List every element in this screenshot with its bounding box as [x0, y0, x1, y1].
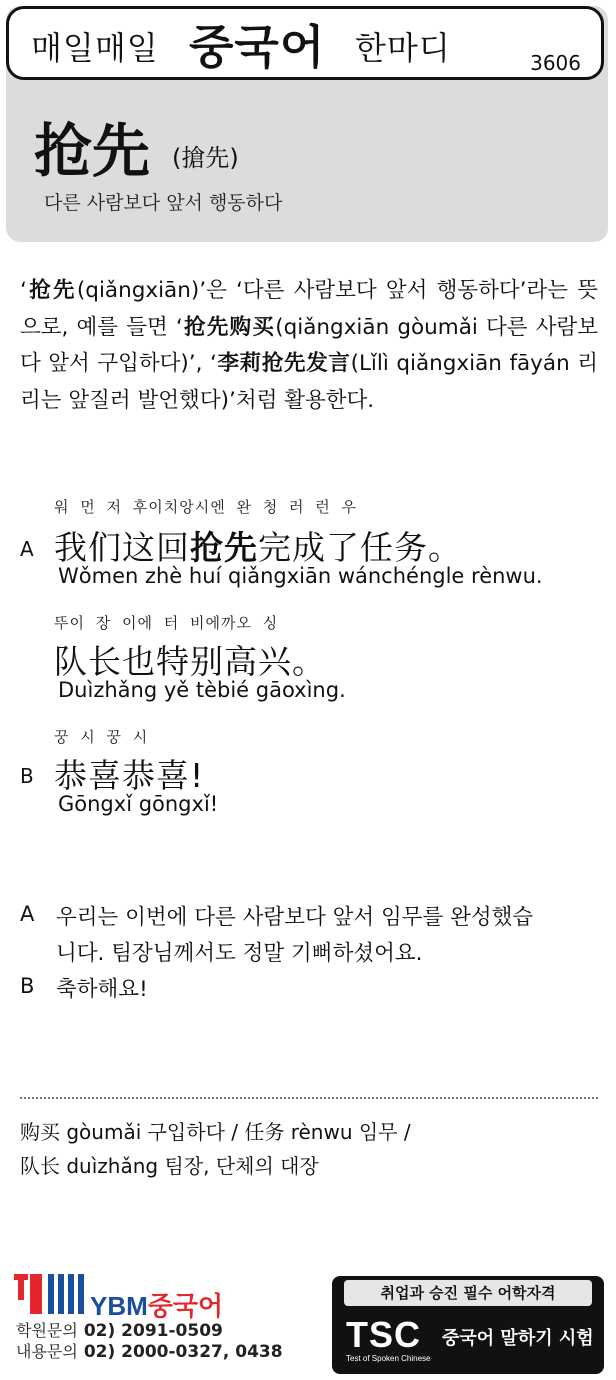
contact-label: 학원문의 — [16, 1321, 78, 1340]
title-right: 한마디 — [355, 29, 451, 67]
tsc-tagline: 취업과 승진 필수 어학자격 — [344, 1280, 592, 1306]
dotted-divider — [20, 1097, 598, 1099]
word-hanzi: 抢先 — [34, 117, 151, 185]
title-bar — [6, 6, 604, 80]
hanzi-text: 完成了任务。 — [258, 528, 462, 567]
pinyin-line-2: Duìzhǎng yě tèbié gāoxìng. — [58, 678, 346, 702]
explanation-text: ‘ — [20, 278, 27, 303]
translation-b-line: 축하해요! — [56, 977, 148, 1002]
explanation-paragraph — [20, 273, 598, 419]
ybm-logo-icon — [14, 1274, 86, 1314]
tsc-name: 중국어 말하기 시험 — [442, 1328, 594, 1349]
title-left: 매일매일 — [31, 29, 159, 67]
ruby-line-1: 워 먼 저 후이치앙시엔 완 청 러 런 우 — [54, 498, 358, 516]
translation-a-line2: 니다. 팀장님께서도 정말 기뻐하셨어요. — [56, 941, 423, 966]
translation-speaker-a: A — [20, 902, 35, 926]
explanation-text: (qiǎngxiān gòumǎi 다른 사람보다 앞서 구입하다)’, ‘ — [20, 314, 598, 376]
contact-academy — [16, 1318, 223, 1341]
explanation-keyword: 抢先购买 — [182, 314, 276, 340]
word-meaning: 다른 사람보다 앞서 행동하다 — [44, 192, 283, 214]
contact-content — [16, 1339, 283, 1362]
tsc-subtitle: Test of Spoken Chinese — [346, 1354, 431, 1363]
ruby-line-3: 꿍 시 꿍 시 — [54, 728, 149, 746]
hanzi-line-1 — [54, 522, 462, 569]
explanation-keyword: 李莉抢先发言 — [216, 351, 351, 376]
hanzi-line-3: 恭喜恭喜! — [54, 756, 205, 795]
explanation-text: (Lǐlì qiǎngxiān fāyán 리리는 앞질러 발언했다)’처럼 활용한다. — [20, 351, 598, 413]
translation-speaker-b: B — [20, 974, 35, 998]
ruby-line-2: 뚜이 장 이에 터 비에까오 싱 — [54, 614, 279, 632]
speaker-a: A — [20, 537, 34, 561]
vocab-line-2: 队长 duìzhǎng 팀장, 단체의 대장 — [20, 1154, 319, 1178]
hanzi-text: 我们这回 — [54, 528, 190, 567]
explanation-text: (qiǎngxiān)’은 ‘다른 사람보다 앞서 행동하다’라는 뜻으로, 예를 들면 ‘ — [20, 278, 598, 340]
pinyin-line-1: Wǒmen zhè huí qiǎngxiān wánchéngle rènwu. — [58, 564, 543, 588]
ybm-brand-kr: 중국어 — [147, 1291, 224, 1321]
pinyin-line-3: Gōngxǐ gōngxǐ! — [58, 792, 219, 816]
tsc-banner — [332, 1276, 604, 1374]
tsc-logo: TSC — [346, 1314, 421, 1355]
explanation-keyword: 抢先 — [26, 278, 77, 303]
speaker-b: B — [20, 764, 34, 788]
contact-number: 02) 2091-0509 — [83, 1321, 223, 1341]
contact-number: 02) 2000-0327, 0438 — [83, 1342, 283, 1362]
word-traditional: (搶先) — [172, 144, 239, 172]
episode-number: 3606 — [530, 51, 581, 75]
hanzi-keyword: 抢先 — [190, 528, 258, 567]
ybm-brand-en: YBM — [90, 1291, 148, 1321]
vocab-line-1: 购买 gòumǎi 구입하다 / 任务 rènwu 임무 / — [20, 1120, 411, 1144]
translation-a-line1: 우리는 이번에 다른 사람보다 앞서 임무를 완성했습 — [56, 905, 534, 930]
title-center: 중국어 — [189, 20, 326, 74]
contact-label: 내용문의 — [16, 1342, 78, 1361]
hanzi-line-2: 队长也特别高兴。 — [54, 642, 326, 681]
